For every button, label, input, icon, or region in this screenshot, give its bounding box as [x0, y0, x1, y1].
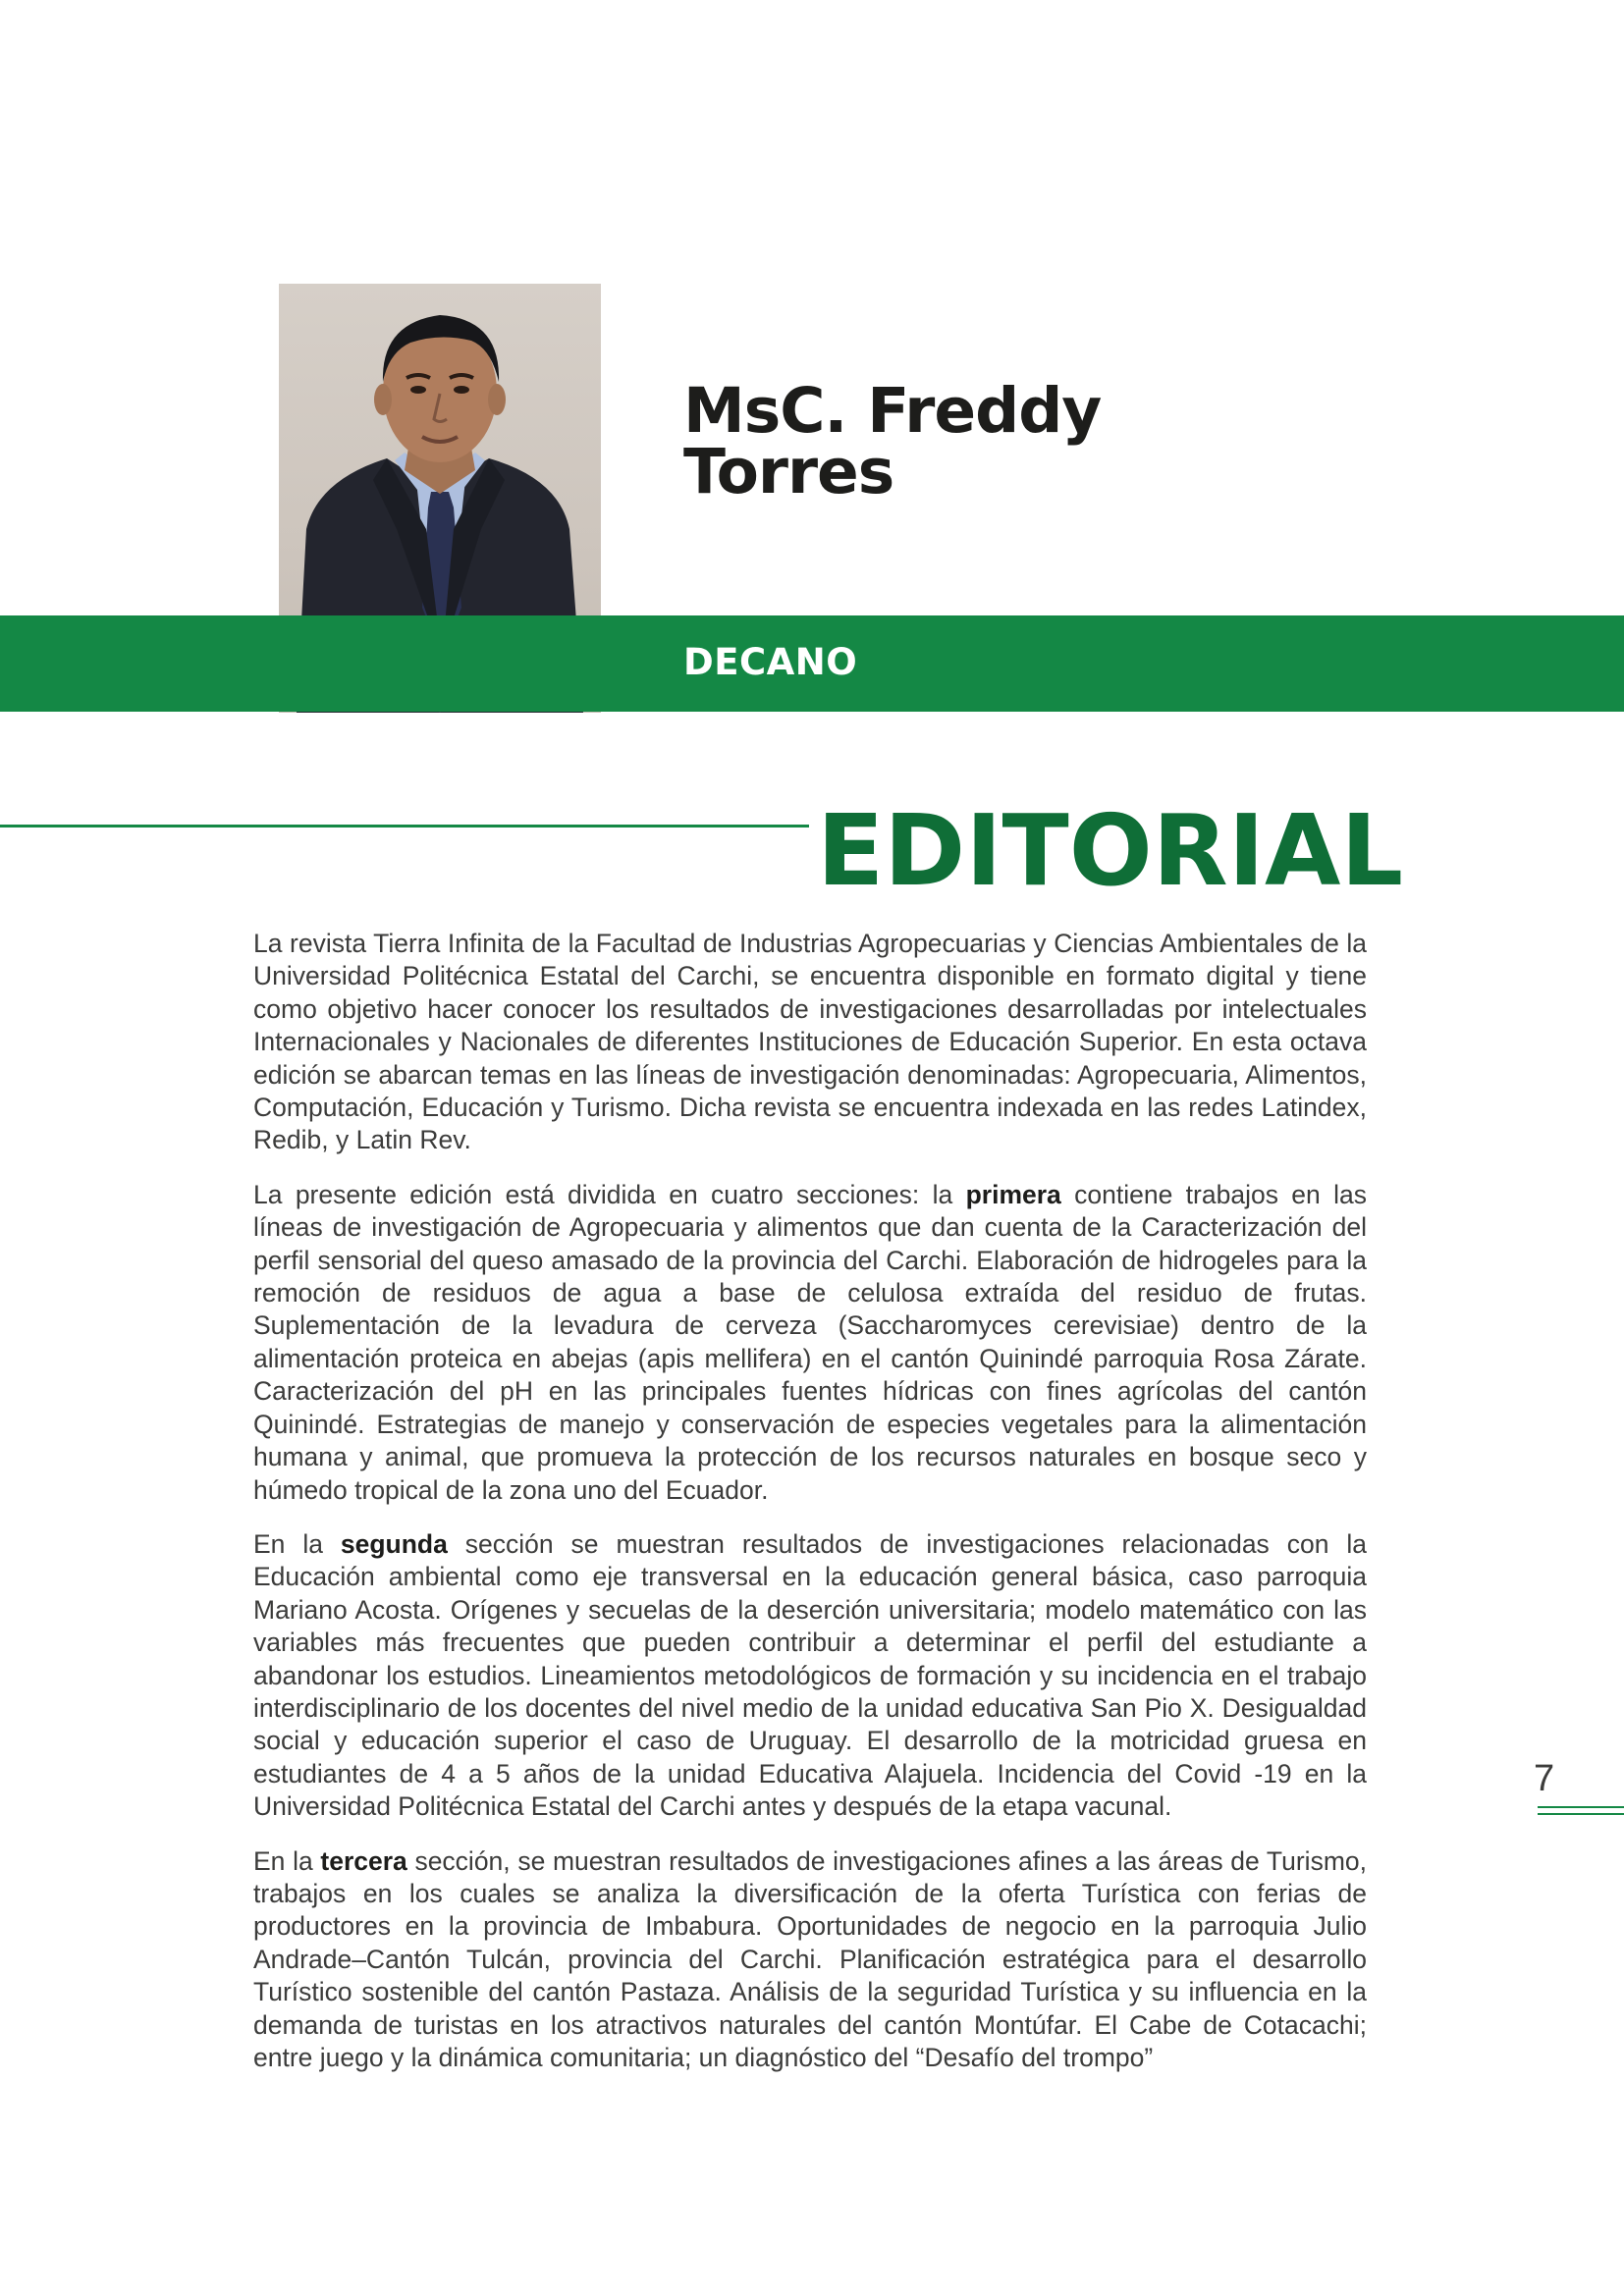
paragraph-bold: tercera — [320, 1845, 407, 1876]
page-number-rule — [1538, 1813, 1624, 1815]
paragraph-3 — [253, 1528, 1367, 1824]
editorial-title: EDITORIAL — [817, 793, 1404, 908]
paragraph-1 — [253, 928, 1367, 1157]
paragraph-text: La revista Tierra Infinita de la Facultad de Industrias Agropecuarias y Ciencias Ambientales de la Universidad Politécnica Estatal del Carchi, se encuentra disponible en formato digital y tiene como objetivo hacer conocer los resultados de investigaciones desarrolladas por intelectuales Internacionales y Nacionales de diferentes Instituciones de Educación Superior. En esta octava edición se abarcan temas en las líneas de investigación denominadas: Agropecuaria, Alimentos, Computación, Educación y Turismo. Dicha revista se encuentra indexada en las redes Latindex, Redib, y Latin Rev. — [253, 929, 1367, 1155]
paragraph-bold: primera — [965, 1179, 1061, 1209]
paragraph-text: En la — [253, 1528, 341, 1559]
paragraph-text: sección, se muestran resultados de investigaciones afines a las áreas de Turismo, trabajos en los cuales se analiza la diversificación de la oferta Turística con ferias de productores en la provincia de Imbabura. Oportunidades de negocio en la parroquia Julio Andrade–Cantón Tulcán, provincia del Carchi. Planificación estratégica para el desarrollo Turístico sostenible del cantón Pastaza. Análisis de la seguridad Turística y su influencia en la demanda de turistas en los atractivos naturales del cantón Montúfar. El Cabe de Cotacachi; entre juego y la dinámica comunitaria; un diagnóstico del “Desafío del trompo” — [253, 1845, 1367, 2072]
paragraph-bold: segunda — [340, 1528, 448, 1559]
paragraph-4 — [253, 1845, 1367, 2075]
page-number: 7 — [1534, 1758, 1555, 1799]
author-role: DECANO — [683, 641, 858, 683]
editorial-body — [253, 928, 1367, 2096]
title-divider — [0, 825, 809, 828]
paragraph-text: contiene trabajos en las líneas de investigación de Agropecuaria y alimentos que dan cuenta de la Caracterización del perfil sensorial del queso amasado de la provincia del Carchi. Elaboración de hidrogeles para la remoción de residuos de agua a base de celulosa extraída del residuo de frutas. Suplementación de la levadura de cerveza (Saccharomyces cerevisiae) dentro de la alimentación proteica en abejas (apis mellifera) en el cantón Quinindé parroquia Rosa Zárate. Caracterización del pH en las principales fuentes hídricas con fines agrícolas del cantón Quinindé. Estrategias de manejo y conservación de especies vegetales para la alimentación humana y animal, que promueva la protección de los recursos naturales en bosque seco y húmedo tropical de la zona uno del Ecuador. — [253, 1179, 1367, 1505]
page-number-rule — [1538, 1806, 1624, 1808]
paragraph-2 — [253, 1179, 1367, 1507]
paragraph-text: En la — [253, 1845, 321, 1876]
paragraph-text: La presente edición está dividida en cuatro secciones: la — [253, 1179, 966, 1209]
author-name-line2: Torres — [683, 436, 894, 507]
author-name-line1: MsC. Freddy — [683, 375, 1102, 447]
author-name — [683, 375, 1371, 507]
paragraph-text: sección se muestran resultados de investigaciones relacionadas con la Educación ambiental como eje transversal en la educación general básica, caso parroquia Mariano Acosta. Orígenes y secuelas de la deserción universitaria; modelo matemático con las variables más frecuentes que pueden contribuir a determinar el perfil del estudiante a abandonar los estudios. Lineamientos metodológicos de formación y su incidencia en el trabajo interdisciplinario de los docentes del nivel medio de la unidad educativa San Pio X. Desigualdad social y educación superior el caso de Uruguay. El desarrollo de la motricidad gruesa en estudiantes de 4 a 5 años de la unidad Educativa Alajuela. Incidencia del Covid -19 en la Universidad Politécnica Estatal del Carchi antes y después de la etapa vacunal. — [253, 1528, 1367, 1822]
